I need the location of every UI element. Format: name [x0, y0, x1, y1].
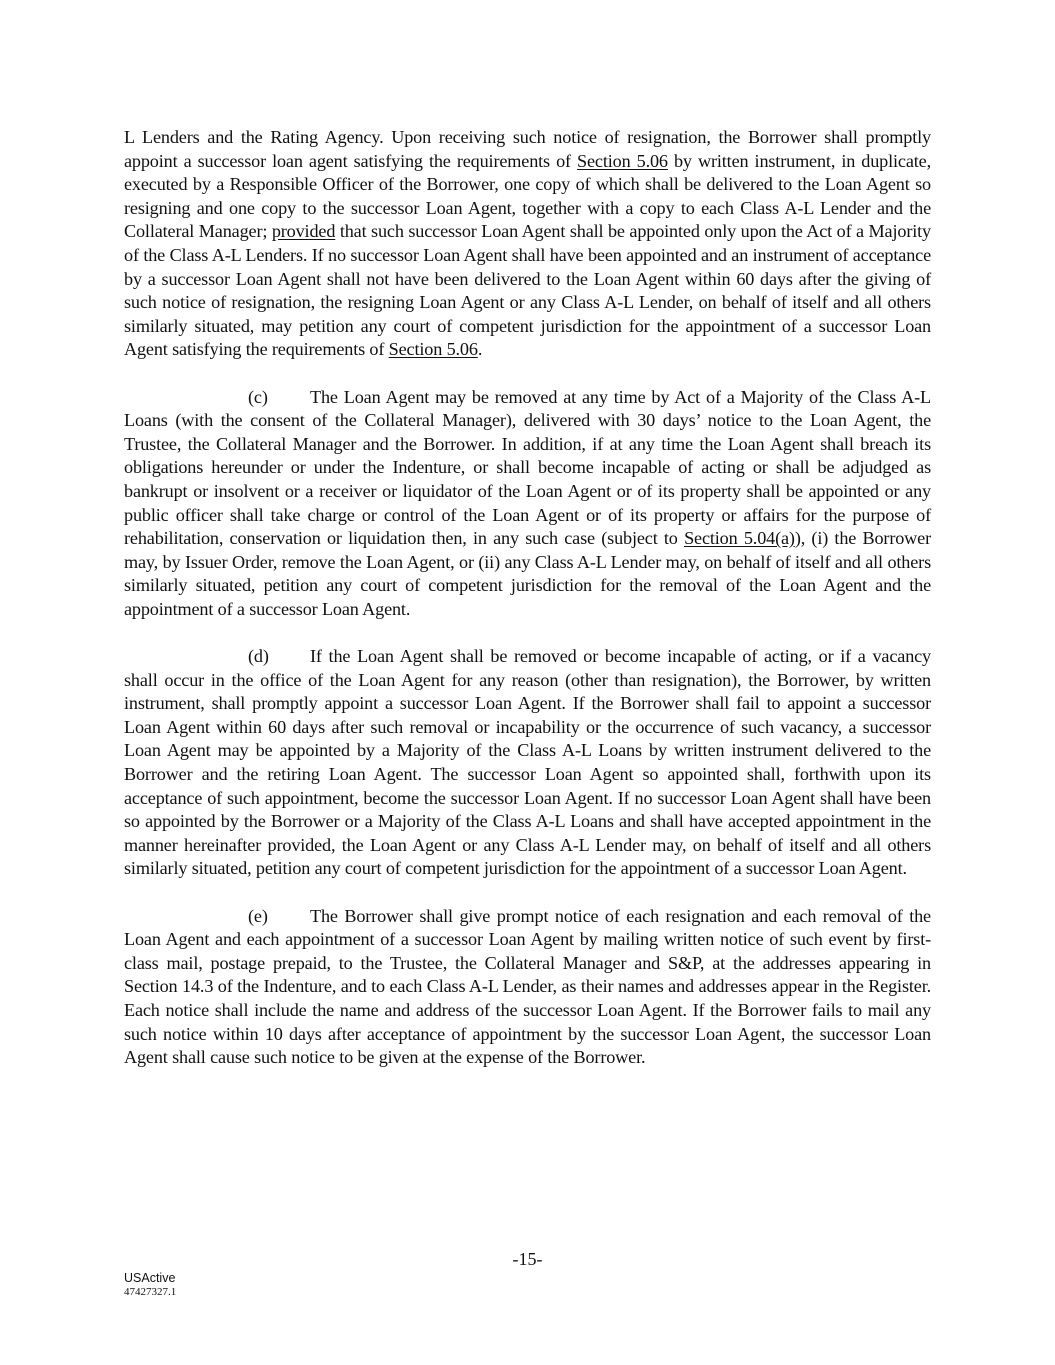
- provided-emphasis: provided: [271, 221, 336, 242]
- cross-reference-section-5-06: Section 5.06: [388, 339, 478, 360]
- document-body: [124, 126, 931, 1070]
- footer-label: USActive: [124, 1271, 176, 1285]
- cross-reference-section-5-06: Section 5.06: [577, 150, 668, 171]
- paragraph-continuation: [124, 126, 931, 362]
- document-id: 47427327.1: [124, 1286, 177, 1298]
- page-number: -15-: [512, 1249, 543, 1269]
- text-segment: by written instrument, in duplicate, executed by a Responsible Officer of the Borrower, one copy of which shall be delivered to the Loan Agent so resigning and one copy to the successor Loan Agent, together with a copy to each Class A-L Lender and the Collateral Manager;: [124, 150, 931, 242]
- paragraph-d: [124, 645, 931, 881]
- text-segment: that such successor Loan Agent shall be appointed only upon the Act of a Majority of the Class A-L Lenders. If no successor Loan Agent shall have been appointed and an instrument of acceptance by a successor Loan Agent shall not have been delivered to the Loan Agent within 60 days after the giving of such notice of resignation, the resigning Loan Agent or any Class A-L Lender, on behalf of itself and all others similarly situated, may petition any court of competent jurisdiction for the appointment of a successor Loan Agent satisfying the requirements of: [124, 221, 931, 360]
- cross-reference-section-5-04a: Section 5.04(a): [684, 528, 795, 549]
- paragraph-text: If the Loan Agent shall be removed or become incapable of acting, or if a vacancy shall occur in the office of the Loan Agent for any reason (other than resignation), the Borrower, by written instrument, shall promptly appoint a successor Loan Agent. If the Borrower shall fail to appoint a successor Loan Agent within 60 days after such removal or incapability or the occurrence of such vacancy, a successor Loan Agent may be appointed by a Majority of the Class A-L Loans by written instrument delivered to the Borrower and the retiring Loan Agent. The successor Loan Agent so appointed shall, forthwith upon its acceptance of such appointment, become the successor Loan Agent. If no successor Loan Agent shall have been so appointed by the Borrower or a Majority of the Class A-L Loans and shall have accepted appointment in the manner hereinafter provided, the Loan Agent or any Class A-L Lender may, on behalf of itself and all others similarly situated, petition any court of competent jurisdiction for the appointment of a successor Loan Agent.: [124, 646, 931, 879]
- paragraph-label: (e): [248, 905, 268, 926]
- paragraph-label: (c): [248, 386, 268, 407]
- paragraph-text: The Borrower shall give prompt notice of each resignation and each removal of the Loan Agent and each appointment of a successor Loan Agent by mailing written notice of such event by first-class mail, postage prepaid, to the Trustee, the Collateral Manager and S&P, at the addresses appearing in Section 14.3 of the Indenture, and to each Class A-L Lender, as their names and addresses appear in the Register. Each notice shall include the name and address of the successor Loan Agent. If the Borrower fails to mail any such notice within 10 days after acceptance of appointment by the successor Loan Agent, the successor Loan Agent shall cause such notice to be given at the expense of the Borrower.: [124, 905, 931, 1068]
- text-segment: .: [477, 339, 483, 360]
- paragraph-e: [124, 905, 931, 1070]
- paragraph-c: [124, 386, 931, 622]
- paragraph-label: (d): [248, 646, 269, 667]
- text-segment: The Loan Agent may be removed at any time by Act of a Majority of the Class A-L Loans (with the consent of the Collateral Manager), delivered with 30 days’ notice to the Loan Agent, the Trustee, the Collateral Manager and the Borrower. In addition, if at any time the Loan Agent shall breach its obligations hereunder or under the Indenture, or shall become incapable of acting or shall be adjudged as bankrupt or insolvent or a receiver or liquidator of the Loan Agent or of its property shall be appointed or any public officer shall take charge or control of the Loan Agent or of its property or affairs for the purpose of rehabilitation, conservation or liquidation then, in any such case (subject to: [124, 386, 931, 549]
- text-segment: L Lenders and the Rating Agency. Upon receiving such notice of resignation, the Borrower shall promptly appoint a successor loan agent satisfying the requirements of: [124, 127, 931, 171]
- text-segment: ), (i) the Borrower may, by Issuer Order, remove the Loan Agent, or (ii) any Class A-L Lender may, on behalf of itself and all others similarly situated, petition any court of competent jurisdiction for the removal of the Loan Agent and the appointment of a successor Loan Agent.: [124, 528, 931, 619]
- document-footer: [124, 1271, 176, 1299]
